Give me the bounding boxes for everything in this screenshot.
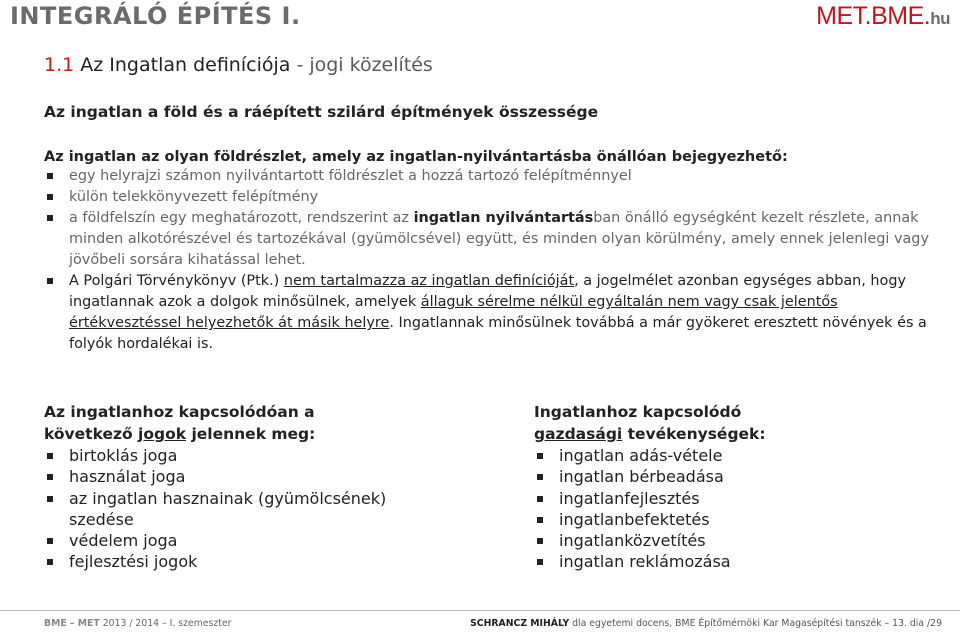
- item-text: A Polgári Törvénykönyv (Ptk.): [69, 273, 284, 289]
- logo-suffix: hu: [930, 9, 950, 28]
- activities-column: [534, 401, 934, 573]
- footer-course: [44, 618, 231, 629]
- activities-heading-text: tevékenységek:: [622, 425, 766, 443]
- section-title: [44, 54, 433, 76]
- list-item: ingatlan bérbeadása: [534, 466, 934, 487]
- logo-main: MET.BME.: [816, 2, 931, 30]
- item-text: . Ingatlannak minősülnek továbbá a már gyökeret eresztett növények és a folyók hordalékai is.: [69, 315, 927, 352]
- section-subtitle: - jogi közelítés: [296, 54, 433, 76]
- activities-heading-underline: gazdasági: [534, 425, 623, 443]
- item-underline: nem tartalmazza az ingatlan definícióját: [283, 273, 575, 289]
- footer-course-code: BME – MET: [44, 618, 100, 629]
- list-item: [44, 271, 954, 355]
- activities-heading-line1: Ingatlanhoz kapcsolódó: [534, 403, 742, 421]
- list-item: védelem joga: [44, 530, 464, 551]
- list-item: ingatlanközvetítés: [534, 530, 934, 551]
- met-bme-logo: [816, 2, 950, 31]
- list-item: egy helyrajzi számon nyilvántartott földrészlet a hozzá tartozó felépítménnyel: [44, 166, 954, 187]
- list-item: külön telekkönyvezett felépítmény: [44, 187, 954, 208]
- definition-intro: Az ingatlan az olyan földrészlet, amely az ingatlan-nyilvántartásba önállóan bejegyezhető:: [44, 149, 788, 165]
- item-text: a földfelszín egy meghatározott, rendszerint az: [69, 210, 414, 226]
- activities-heading: [534, 401, 934, 445]
- list-item: ingatlan adás-vétele: [534, 445, 934, 466]
- activities-list: [534, 445, 934, 573]
- item-text: ban önálló egységként kezelt részlete, annak minden alkotórészével és tartozékával (gyümölcsével) együtt, és minden olyan körülmény, amely ennek jelenlegi vagy jövőbeli sorsára kihatással lehet.: [69, 210, 929, 268]
- list-item: fejlesztési jogok: [44, 551, 464, 572]
- slide-header-title: INTEGRÁLÓ ÉPÍTÉS I.: [10, 2, 301, 30]
- section-title-main: Az Ingatlan definíciója: [80, 54, 291, 76]
- item-emphasis: ingatlan nyilvántartás: [413, 210, 594, 226]
- subheading: Az ingatlan a föld és a ráépített szilárd építmények összessége: [44, 103, 599, 121]
- rights-heading-underline: jogok: [138, 425, 187, 443]
- definition-list: [44, 166, 954, 355]
- list-item: ingatlanbefektetés: [534, 509, 934, 530]
- rights-heading: [44, 401, 464, 445]
- list-item: ingatlanfejlesztés: [534, 488, 934, 509]
- rights-heading-text: jelennek meg:: [186, 425, 316, 443]
- rights-column: [44, 401, 464, 573]
- footer-author-details: dla egyetemi docens, BME Építőmérnöki Kar Magasépítési tanszék – 13. dia /29: [569, 618, 942, 629]
- list-item: használat joga: [44, 466, 464, 487]
- rights-list: [44, 445, 464, 573]
- list-item: ingatlan reklámozása: [534, 551, 934, 572]
- section-number: 1.1: [44, 54, 75, 76]
- rights-heading-line1: Az ingatlanhoz kapcsolódóan a: [44, 403, 315, 421]
- item-underline: állaguk sérelme nélkül egyáltalán nem vagy csak jelentős értékvesztéssel helyezhetők át másik helyre: [69, 294, 838, 331]
- footer-author: [470, 618, 942, 629]
- list-item: [44, 208, 954, 271]
- rights-heading-text: következő: [44, 425, 139, 443]
- list-item: birtoklás joga: [44, 445, 464, 466]
- item-text: , a jogelmélet azonban egységes abban, hogy ingatlannak azok a dolgok minősülnek, amelyek: [69, 273, 907, 310]
- footer-author-name: SCHRANCZ MIHÁLY: [470, 618, 570, 629]
- footer-semester: 2013 / 2014 – I. szemeszter: [99, 618, 232, 629]
- footer-divider: [0, 610, 960, 611]
- list-item: az ingatlan hasznainak (gyümölcsének) szedése: [44, 488, 399, 531]
